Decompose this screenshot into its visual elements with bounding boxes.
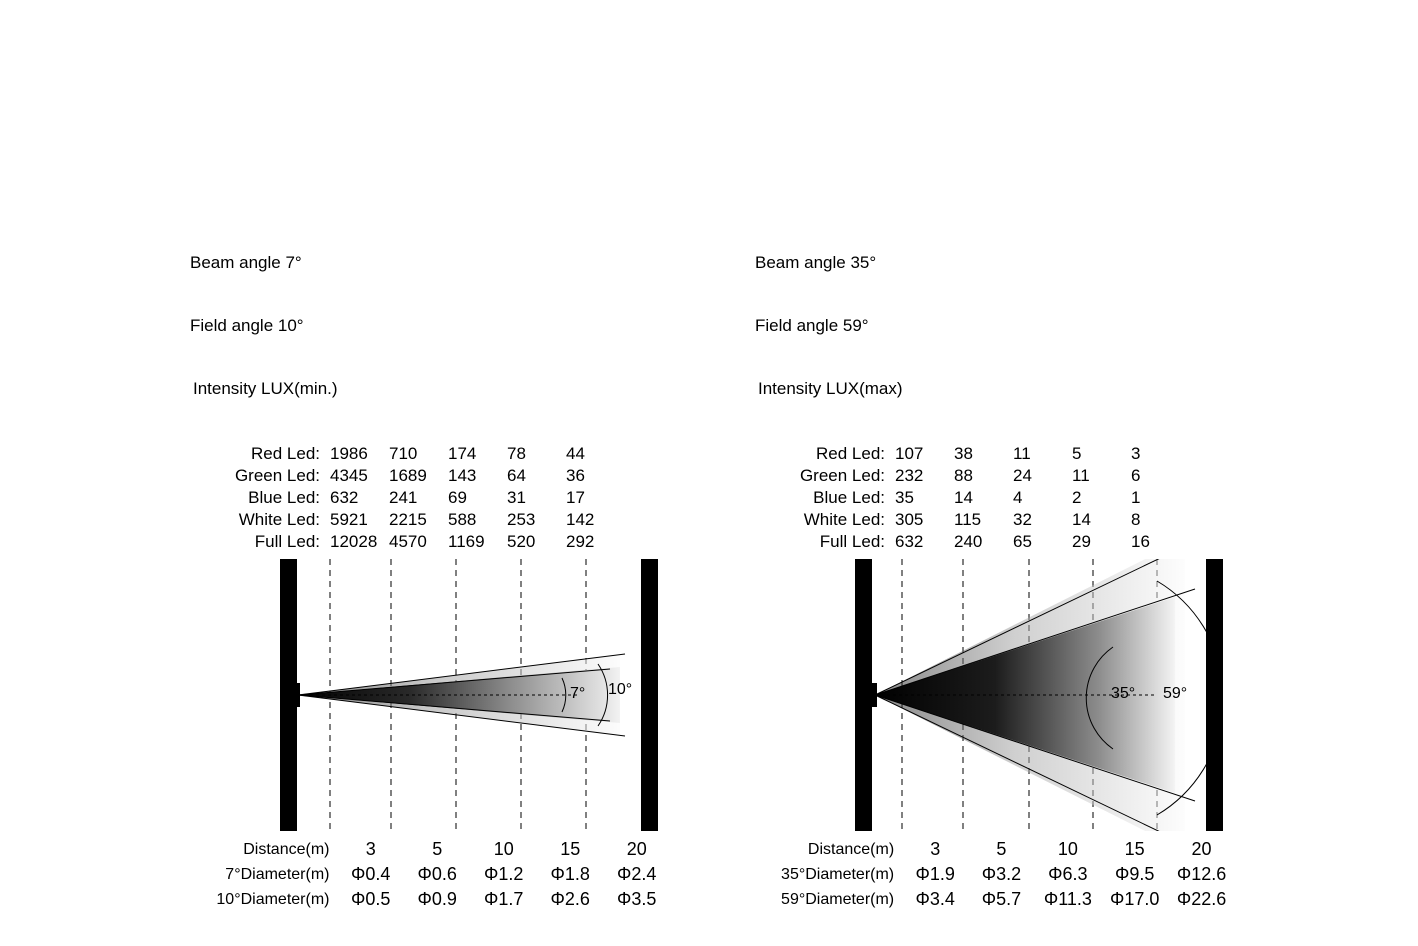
table-row <box>190 862 670 887</box>
lux-table-narrow <box>190 443 625 553</box>
lux-row-label: Red Led: <box>816 444 885 463</box>
distance-value: 5 <box>996 839 1007 859</box>
lux-value: 1986 <box>330 444 368 463</box>
lux-value: 241 <box>389 488 418 507</box>
lux-row-label: Full Led: <box>819 532 885 551</box>
lux-value: 240 <box>954 532 983 551</box>
table-row <box>190 837 670 862</box>
diameter-value: Φ3.4 <box>915 889 955 909</box>
diameter-value: Φ0.4 <box>351 864 391 884</box>
distance-value: 3 <box>930 839 941 859</box>
table-row <box>190 443 625 465</box>
lux-table-wide <box>755 443 1190 553</box>
lux-value: 3 <box>1131 444 1141 463</box>
beam-cone-graphic-narrow <box>280 559 658 831</box>
diameter-value: Φ5.7 <box>981 889 1022 909</box>
lux-value: 29 <box>1072 532 1091 551</box>
distance-value: 10 <box>493 839 514 859</box>
table-row <box>755 465 1190 487</box>
diameter-value: Φ17.0 <box>1109 889 1160 909</box>
diameter-value: Φ2.6 <box>550 889 590 909</box>
table-row <box>190 531 625 553</box>
lux-row-label: Full Led: <box>254 532 320 551</box>
lux-value: 2 <box>1072 488 1082 507</box>
diameter-value: Φ12.6 <box>1176 864 1227 884</box>
table-row <box>190 487 625 509</box>
intensity-line: Intensity LUX(min.) <box>193 379 338 398</box>
table-row <box>190 887 670 912</box>
lux-row-label: Green Led: <box>799 466 885 485</box>
lux-value: 710 <box>389 444 418 463</box>
lux-row-label: Green Led: <box>234 466 320 485</box>
distance-row-label: Distance(m) <box>807 841 895 858</box>
beam-diagram-narrow <box>280 559 658 831</box>
lux-value: 143 <box>448 466 477 485</box>
table-row <box>755 509 1190 531</box>
emitter-tail <box>855 689 863 701</box>
diameter-value: Φ1.8 <box>550 864 590 884</box>
distance-table-narrow <box>190 837 670 912</box>
diameter-value: Φ22.6 <box>1176 889 1227 909</box>
lux-value: 1169 <box>448 532 485 551</box>
lux-value: 78 <box>507 444 526 463</box>
diameter-value: Φ11.3 <box>1043 889 1092 909</box>
diameter-value: Φ2.4 <box>617 864 657 884</box>
lux-value: 305 <box>895 510 924 529</box>
lux-value: 292 <box>566 532 595 551</box>
lux-value: 6 <box>1131 466 1141 485</box>
diameter-value: Φ1.2 <box>484 864 524 884</box>
diameter-value: Φ1.9 <box>915 864 955 884</box>
beam-panel-wide <box>755 210 1235 912</box>
lux-value: 632 <box>895 532 924 551</box>
outer-angle-label: 10° <box>608 681 633 698</box>
lux-value: 588 <box>448 510 477 529</box>
table-row <box>755 531 1190 553</box>
lux-value: 632 <box>330 488 359 507</box>
lux-value: 11 <box>1072 466 1090 485</box>
panel-header-narrow <box>190 210 670 441</box>
lux-value: 520 <box>507 532 536 551</box>
emitter-body <box>861 683 877 707</box>
lux-row-label: Blue Led: <box>248 488 320 507</box>
lux-row-label: Red Led: <box>251 444 320 463</box>
lux-value: 5921 <box>330 510 368 529</box>
table-row <box>190 465 625 487</box>
lux-value: 17 <box>566 488 585 507</box>
lux-value: 115 <box>954 510 982 529</box>
lux-row-label: White Led: <box>238 510 320 529</box>
emitter-tail <box>280 689 286 701</box>
diameter-row-label: 59°Diameter(m) <box>781 891 895 908</box>
lux-value: 35 <box>895 488 914 507</box>
beam-angle-line: Beam angle 7° <box>190 253 302 272</box>
distance-value: 20 <box>626 839 647 859</box>
inner-angle-label: 35° <box>1111 685 1136 702</box>
distance-value: 5 <box>432 839 443 859</box>
distance-value: 15 <box>1124 839 1145 859</box>
lux-row-label: White Led: <box>803 510 885 529</box>
lux-value: 4345 <box>330 466 368 485</box>
lux-value: 64 <box>507 466 526 485</box>
lux-row-label: Blue Led: <box>813 488 885 507</box>
inner-angle-label: 7° <box>570 685 586 702</box>
diameter-value: Φ0.5 <box>351 889 391 909</box>
outer-angle-label: 59° <box>1163 685 1188 702</box>
lux-value: 16 <box>1131 532 1150 551</box>
lux-value: 107 <box>895 444 924 463</box>
beam-panel-narrow <box>190 210 670 912</box>
distance-value: 15 <box>560 839 581 859</box>
diameter-value: Φ6.3 <box>1048 864 1088 884</box>
lux-value: 32 <box>1013 510 1032 529</box>
lux-value: 24 <box>1013 466 1032 485</box>
diameter-row-label: 10°Diameter(m) <box>216 891 330 908</box>
lux-value: 8 <box>1131 510 1141 529</box>
lux-value: 88 <box>954 466 973 485</box>
table-row <box>755 887 1235 912</box>
diameter-value: Φ1.7 <box>484 889 524 909</box>
lux-value: 65 <box>1013 532 1032 551</box>
table-row <box>190 509 625 531</box>
diameter-value: Φ3.5 <box>617 889 657 909</box>
diameter-row-label: 35°Diameter(m) <box>781 866 895 883</box>
lux-value: 31 <box>507 488 526 507</box>
distance-value: 20 <box>1191 839 1212 859</box>
distance-value: 10 <box>1057 839 1078 859</box>
distance-row-label: Distance(m) <box>243 841 330 858</box>
lux-value: 38 <box>954 444 973 463</box>
lux-value: 253 <box>507 510 536 529</box>
distance-value: 3 <box>365 839 376 859</box>
intensity-line: Intensity LUX(max) <box>758 379 903 398</box>
panel-header-wide <box>755 210 1235 441</box>
lux-value: 232 <box>895 466 924 485</box>
beam-angle-line: Beam angle 35° <box>755 253 877 272</box>
lux-value: 12028 <box>330 532 378 551</box>
lux-value: 174 <box>448 444 477 463</box>
table-row <box>755 487 1190 509</box>
lux-value: 11 <box>1013 444 1031 463</box>
lux-value: 14 <box>954 488 973 507</box>
distance-table-wide <box>755 837 1235 912</box>
diameter-value: Φ0.6 <box>417 864 457 884</box>
diameter-value: Φ0.9 <box>417 889 457 909</box>
lux-value: 5 <box>1072 444 1082 463</box>
emitter-body <box>284 683 300 707</box>
table-row <box>755 837 1235 862</box>
diameter-value: Φ9.5 <box>1114 864 1155 884</box>
lux-value: 1 <box>1131 488 1141 507</box>
field-angle-line: Field angle 59° <box>755 316 869 335</box>
lux-value: 14 <box>1072 510 1091 529</box>
lux-value: 36 <box>566 466 585 485</box>
lux-value: 69 <box>448 488 467 507</box>
diameter-value: Φ3.2 <box>981 864 1022 884</box>
lux-value: 4570 <box>389 532 427 551</box>
lux-value: 142 <box>566 510 595 529</box>
lux-value: 44 <box>566 444 585 463</box>
lux-value: 2215 <box>389 510 427 529</box>
table-row <box>755 443 1190 465</box>
lux-value: 1689 <box>389 466 427 485</box>
table-row <box>755 862 1235 887</box>
lux-value: 4 <box>1013 488 1023 507</box>
beam-diagram-wide <box>855 559 1223 831</box>
diameter-row-label: 7°Diameter(m) <box>225 866 330 883</box>
field-angle-line: Field angle 10° <box>190 316 304 335</box>
